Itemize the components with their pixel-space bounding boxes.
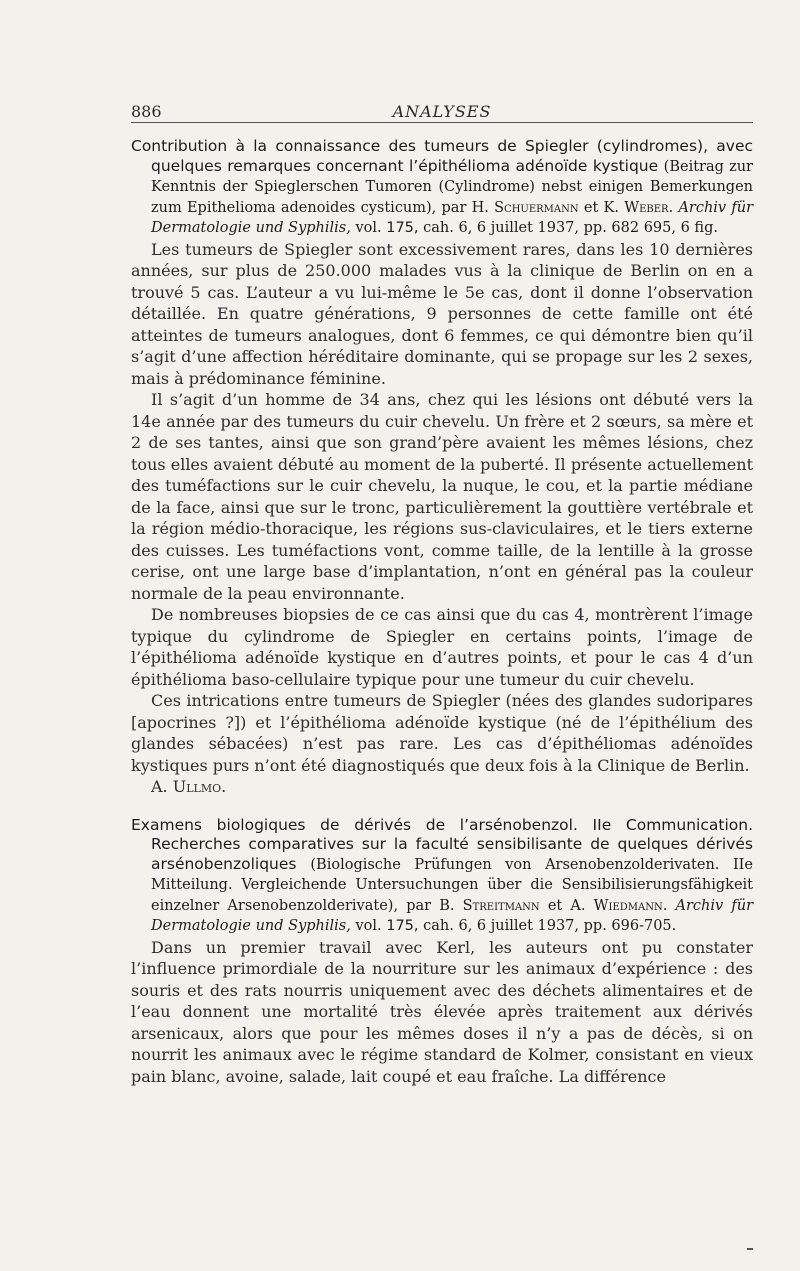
author-conjunction: et A. xyxy=(547,897,586,914)
page-mark xyxy=(747,1248,753,1250)
article-title-main: Examens biologiques de dérivés de l’arsénobenzol. IIe Communication. Recherches comparatives sur la faculté sensibilisante de quelques dérivés arsénobenzoliques xyxy=(131,815,753,873)
running-head xyxy=(131,92,753,123)
article-1 xyxy=(131,137,753,798)
author: Schuermann xyxy=(494,199,579,216)
issue-details: cah. 6, 6 juillet 1937, pp. 696-705. xyxy=(423,918,677,934)
paragraph: De nombreuses biopsies de ce cas ainsi que du cas 4, montrèrent l’image typique du cylindrome de Spiegler en certains points, l’image de l’épithélioma adénoïde kystique en d’autres points, et pour le cas 4 d’un épithélioma baso-cellulaire typique pour une tumeur du cuir chevelu. xyxy=(131,605,753,689)
article-title xyxy=(131,816,753,937)
author: Weber. xyxy=(624,199,674,216)
article-2 xyxy=(131,816,753,1088)
issue-details: cah. 6, 6 juillet 1937, pp. 682 695, 6 fig. xyxy=(423,220,718,236)
author-conjunction: et K. xyxy=(583,199,619,216)
paragraph: Il s’agit d’un homme de 34 ans, chez qui les lésions ont débuté vers la 14e année par des tumeurs du cuir chevelu. Un frère et 2 sœurs, sa mère et 2 de ses tantes, ainsi que son grand’père avaient les mêmes lésions, chez tous elles avaient débuté au moment de la puberté. Il présente actuellement des tuméfactions sur le cuir chevelu, la nuque, le cou, et la partie médiane de la face, ainsi que sur le tronc, particulièrement la gouttière vertébrale et la région médio-thoracique, les régions sus-claviculaires, et le tiers externe des cuisses. Les tuméfactions vont, comme taille, de la lentille à la grosse cerise, ont une large base d’implantation, n’ont en général pas la couleur normale de la peau environnante. xyxy=(131,390,753,603)
article-title xyxy=(131,137,753,239)
journal-name: Archiv für Dermatologie und Syphilis, xyxy=(151,897,754,934)
paragraph: Les tumeurs de Spiegler sont excessivement rares, dans les 10 dernières années, sur plus de 250.000 malades vus à la clinique de Berlin on en a trouvé 5 cas. L’auteur a vu lui-même le 5e cas, dont il donne l’observation détaillée. En quatre générations, 9 personnes de cette famille ont été atteintes de tumeurs analogues, dont 6 femmes, ce qui démontre bien qu’il s’agit d’une affection héréditaire dominante, qui se propage sur les 2 sexes, mais à prédominance féminine. xyxy=(131,239,753,388)
author: Wiedmann. xyxy=(593,897,668,914)
page-number: 886 xyxy=(131,102,162,121)
volume-number: 175, xyxy=(386,918,419,934)
page xyxy=(131,92,753,1087)
volume-label: vol. xyxy=(355,220,382,236)
german-title: (Biologische Prüfungen von Arsenobenzolderivaten. IIe Mitteilung. Vergleichende Untersuchungen über die Sensibilisierungsfähigkeit einzelner Arsenobenzolderivate), par B. xyxy=(151,856,753,914)
paragraph: Dans un premier travail avec Kerl, les auteurs ont pu constater l’influence primordiale de la nourriture sur les animaux d’expérience : des souris et des rats nourris uniquement avec des déchets alimentaires et de l’eau donnent une mortalité très élevée après traitement aux dérivés arsenicaux, alors que pour les mêmes doses il n’y a pas de décès, si on nourrit les animaux avec le régime standard de Kolmer, consistant en vieux pain blanc, avoine, salade, lait coupé et eau fraîche. La différence xyxy=(131,937,753,1086)
article-title-main: Contribution à la connaissance des tumeurs de Spiegler (cylindromes), avec quelques remarques concernant l’épithélioma adénoïde kystique xyxy=(131,137,753,175)
author: Streitmann xyxy=(462,897,540,914)
signature: A. Ullmo. xyxy=(151,777,227,796)
running-title: ANALYSES xyxy=(392,102,492,121)
paragraph: Ces intrications entre tumeurs de Spiegler (nées des glandes sudoripares [apocrines ?]) et l’épithélioma adénoïde kystique (né de l’épithélium des glandes sébacées) n’est pas rare. Les cas d’épithéliomas adénoïdes kystiques purs n’ont été diagnostiqués que deux fois à la Clinique de Berlin. xyxy=(131,691,753,775)
journal-name: Archiv für Dermatologie und Syphilis, xyxy=(151,199,753,236)
volume-number: 175, xyxy=(386,220,419,236)
german-title: (Beitrag zur Kenntnis der Spieglerschen Tumoren (Cylindrome) nebst einigen Bemerkungen zum Epithelioma adenoides cysticum), par H. xyxy=(151,158,753,216)
volume-label: vol. xyxy=(355,918,382,934)
